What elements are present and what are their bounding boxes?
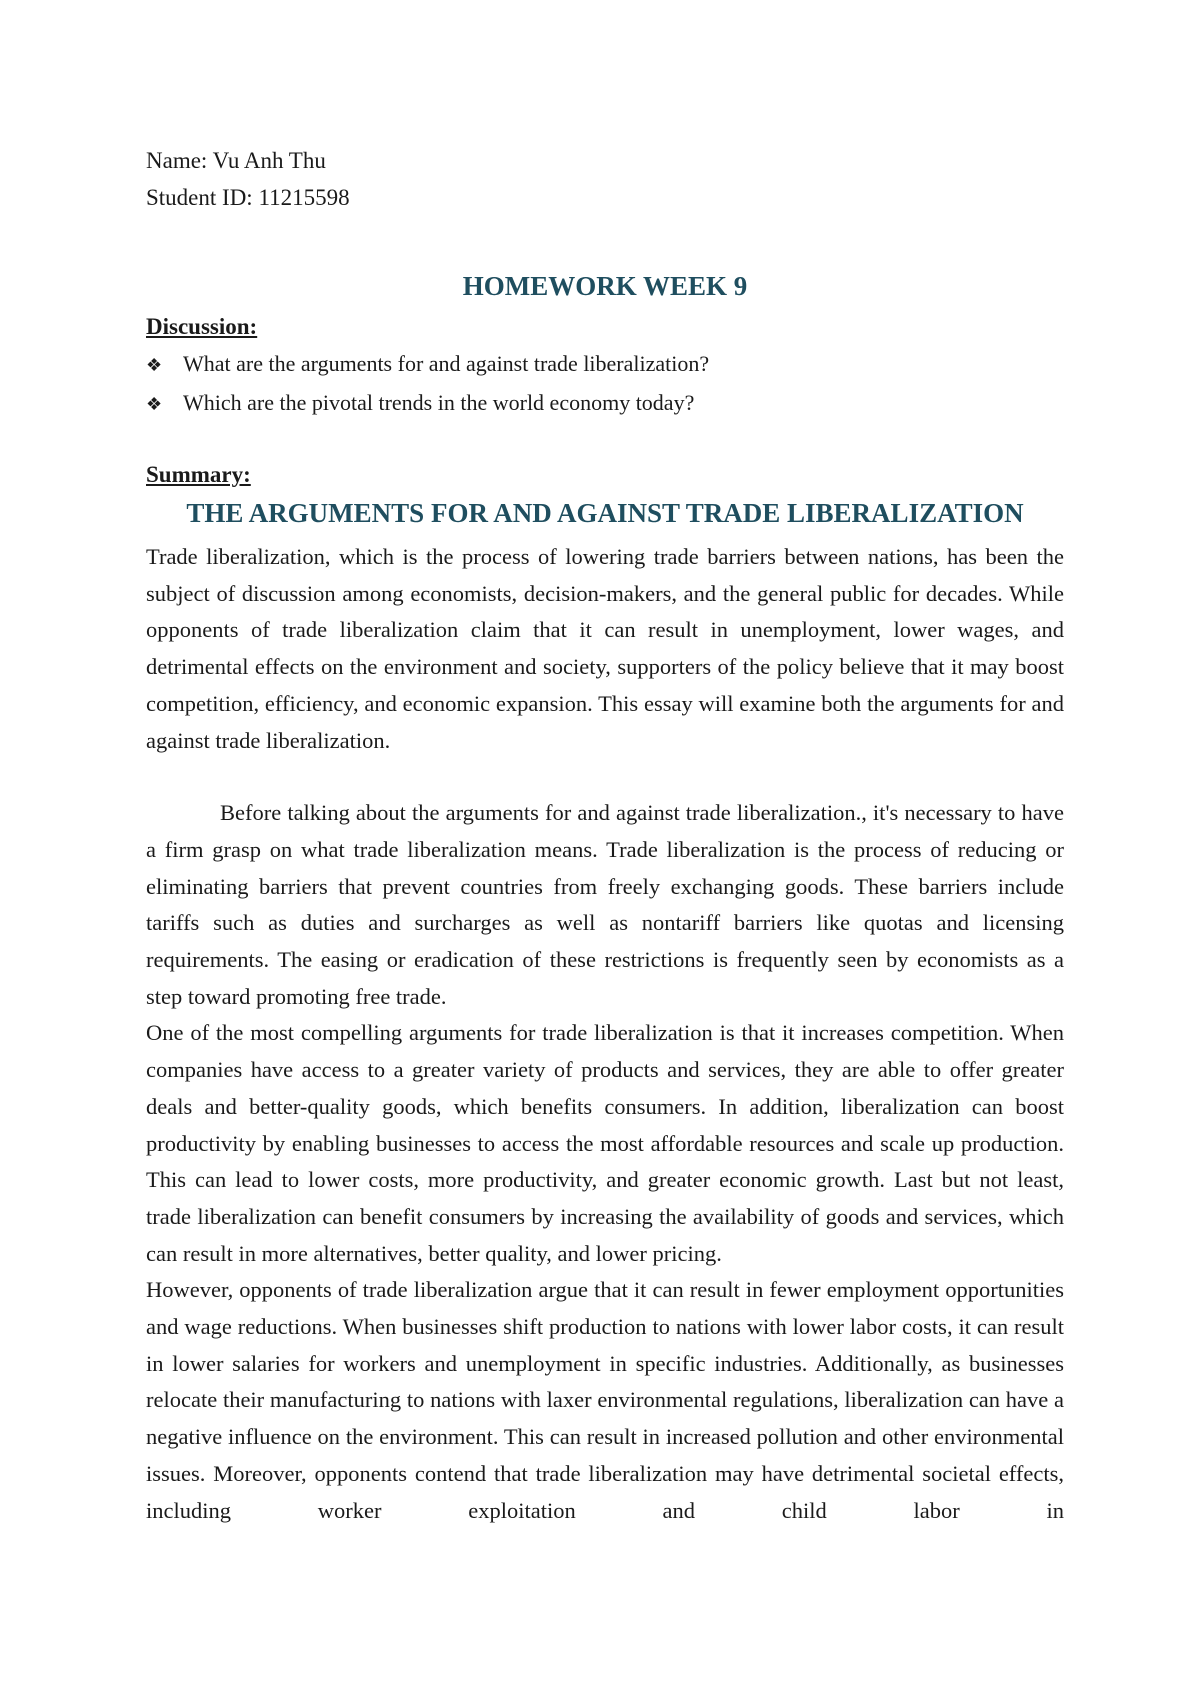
diamond-bullet-icon: ❖ bbox=[146, 355, 163, 375]
paragraph-intro: Trade liberalization, which is the process of lowering trade barriers between nations, has been the subject of discussion among economists, decision-makers, and the general public for decades. While opponents of trade liberalization claim that it can result in unemployment, lower wages, and detrimental effects on the environment and society, supporters of the policy believe that it may boost competition, efficiency, and economic expansion. This essay will examine both the arguments for and against trade liberalization. bbox=[146, 544, 1064, 753]
discussion-item bbox=[146, 384, 1064, 423]
summary-label: Summary: bbox=[146, 462, 251, 487]
document-page bbox=[146, 142, 1064, 1529]
discussion-item bbox=[146, 345, 1064, 384]
page-title: HOMEWORK WEEK 9 bbox=[462, 271, 748, 301]
diamond-bullet-icon: ❖ bbox=[146, 394, 163, 414]
discussion-item-text: Which are the pivotal trends in the world economy today? bbox=[183, 390, 695, 415]
summary-heading: THE ARGUMENTS FOR AND AGAINST TRADE LIBERALIZATION bbox=[186, 498, 1024, 528]
discussion-label: Discussion: bbox=[146, 314, 258, 339]
paragraph-arguments-against: However, opponents of trade liberalization argue that it can result in fewer employment opportunities and wage reductions. When businesses shift production to nations with lower labor costs, it can result in lower salaries for workers and unemployment in specific industries. Additionally, as businesses relocate their manufacturing to nations with laxer environmental regulations, liberalization can have a negative influence on the environment. This can result in increased pollution and other environmental issues. Moreover, opponents contend that trade liberalization may have detrimental societal effects, including worker exploitation and child labor in bbox=[146, 1277, 1064, 1523]
discussion-item-text: What are the arguments for and against trade liberalization? bbox=[183, 351, 710, 376]
paragraph-arguments-for: One of the most compelling arguments for trade liberalization is that it increases competition. When companies have access to a greater variety of products and services, they are able to offer greater deals and better-quality goods, which benefits consumers. In addition, liberalization can boost productivity by enabling businesses to access the most affordable resources and scale up production. This can lead to lower costs, more productivity, and greater economic growth. Last but not least, trade liberalization can benefit consumers by increasing the availability of goods and services, which can result in more alternatives, better quality, and lower pricing. bbox=[146, 1020, 1064, 1266]
paragraph-definition: Before talking about the arguments for and against trade liberalization., it's necessary to have a firm grasp on what trade liberalization means. Trade liberalization is the process of reducing or eliminating barriers that prevent countries from freely exchanging goods. These barriers include tariffs such as duties and surcharges as well as nontariff barriers like quotas and licensing requirements. The easing or eradication of these restrictions is frequently seen by economists as a step toward promoting free trade. bbox=[146, 800, 1064, 1009]
discussion-list bbox=[146, 345, 1064, 423]
student-name: Name: Vu Anh Thu bbox=[146, 148, 326, 173]
student-id: Student ID: 11215598 bbox=[146, 185, 350, 210]
